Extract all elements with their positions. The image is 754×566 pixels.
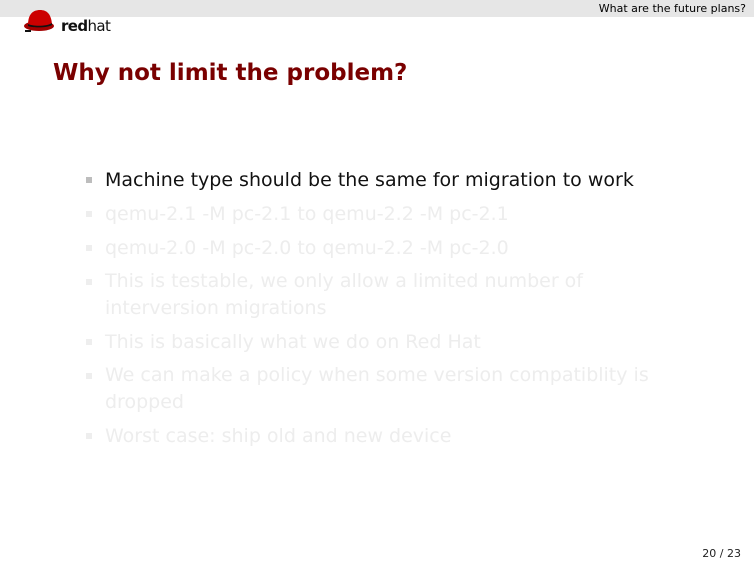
- bullet-marker-icon: [86, 373, 92, 379]
- bullet-text: Machine type should be the same for migration to work: [105, 169, 634, 191]
- red-hat-icon: [23, 9, 59, 35]
- bullet-text: Worst case: ship old and new device: [105, 425, 452, 447]
- bullet-text: We can make a policy when some version compatiblity is dropped: [105, 364, 649, 413]
- bullet-item: [85, 166, 665, 194]
- bullet-marker-icon: [86, 245, 92, 251]
- bullet-item: [85, 234, 665, 262]
- bullet-item: [85, 200, 665, 228]
- bullet-text: This is basically what we do on Red Hat: [105, 331, 481, 353]
- page-number: 20 / 23: [702, 547, 741, 560]
- slide-title: Why not limit the problem?: [53, 60, 408, 86]
- bullet-item: [85, 422, 665, 450]
- bullet-item: [85, 362, 665, 416]
- logo-text: redhat: [61, 17, 111, 35]
- bullet-marker-icon: [86, 279, 92, 285]
- bullet-text: This is testable, we only allow a limited number of interversion migrations: [105, 270, 583, 319]
- bullet-item: [85, 328, 665, 356]
- red-hat-logo: [23, 9, 123, 35]
- bullet-marker-icon: [86, 211, 92, 217]
- bullet-marker-icon: [86, 177, 92, 183]
- section-title: What are the future plans?: [598, 2, 746, 15]
- bullet-item: [85, 268, 665, 322]
- bullet-text: qemu-2.0 -M pc-2.0 to qemu-2.2 -M pc-2.0: [105, 237, 509, 259]
- bullet-marker-icon: [86, 339, 92, 345]
- bullet-marker-icon: [86, 433, 92, 439]
- bullet-list: [85, 166, 665, 456]
- bullet-text: qemu-2.1 -M pc-2.1 to qemu-2.2 -M pc-2.1: [105, 203, 509, 225]
